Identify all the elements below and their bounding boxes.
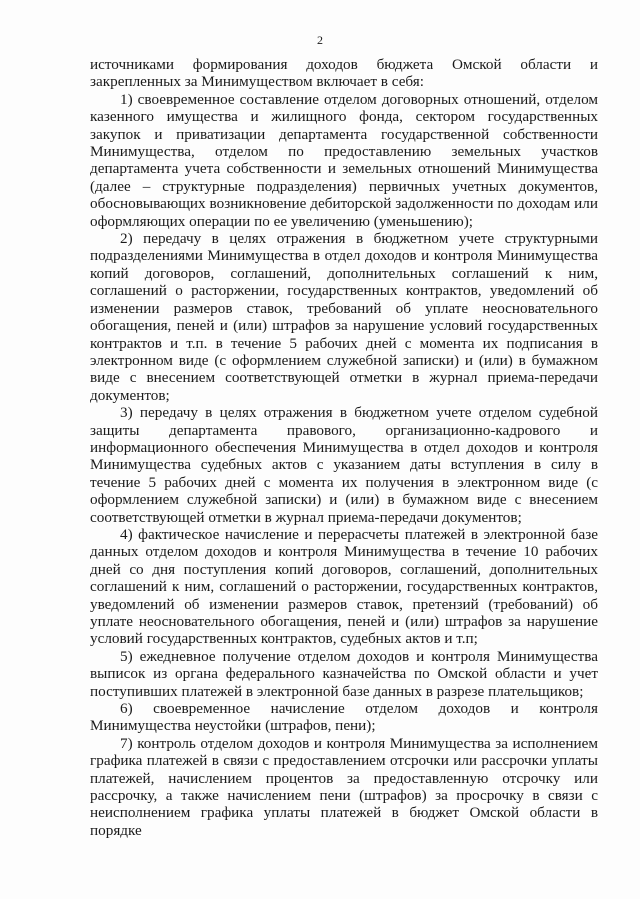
paragraph-item-1: 1) своевременное составление отделом договорных отношений, отделом казенного имущества и жилищного фонда, сектором государственных закупок и приватизации департамента государственной собственности Минимущества, отделом по предоставлению земельных участков департамента учета собственности и земельных отношений Минимущества (далее – структурные подразделения) первичных учетных документов, обосновывающих возникновение дебиторской задолженности по доходам или оформляющих операции по ее увеличению (уменьшению); [90,90,598,230]
paragraph-item-4: 4) фактическое начисление и перерасчеты платежей в электронной базе данных отделом доходов и контроля Минимущества в течение 10 рабочих дней со дня поступления копий договоров, соглашений, дополнительных соглашений к ним, соглашений о расторжении, государственных контрактов, уведомлений об изменении размеров ставок, претензий (требований) об уплате неосновательного обогащения, пеней и (или) штрафов за нарушение условий государственных контрактов, судебных актов и т.п; [90,525,598,648]
paragraph-item-5: 5) ежедневное получение отделом доходов и контроля Минимущества выписок из органа федерального казначейства по Омской области и учет поступивших платежей в электронной базе данных в разрезе плательщиков; [90,647,598,700]
paragraph-item-6: 6) своевременное начисление отделом доходов и контроля Минимущества неустойки (штрафов, пени); [90,700,598,735]
page-number: 2 [317,33,323,47]
document-body [90,56,598,839]
paragraph-item-3: 3) передачу в целях отражения в бюджетном учете отделом судебной защиты департамента правового, организационно-кадрового и информационного обеспечения Минимущества в отдел доходов и контроля Минимущества судебных актов с указанием даты вступления в силу в течение 5 рабочих дней с момента их получения в электронном виде (с оформлением служебной записки) и (или) в бумажном виде с внесением соответствующей отметки в журнал приема-передачи документов; [90,404,598,526]
paragraph-item-2: 2) передачу в целях отражения в бюджетном учете структурными подразделениями Минимущества в отдел доходов и контроля Минимущества копий договоров, соглашений, дополнительных соглашений к ним, соглашений о расторжении, государственных контрактов, уведомлений об изменении размеров ставок, требований об уплате неосновательного обогащения, пеней и (или) штрафов за нарушение условий государственных контрактов и т.п. в течение 5 рабочих дней с момента их подписания в электронном виде (с оформлением служебной записки) и (или) в бумажном виде с внесением соответствующей отметки в журнал приема-передачи документов; [90,230,598,404]
paragraph-item-7: 7) контроль отделом доходов и контроля Минимущества за исполнением графика платежей в связи с предоставлением отсрочки или рассрочки уплаты платежей, начислением процентов за предоставленную отсрочку или рассрочку, а также начислением пени (штрафов) за просрочку в связи с неисполнением графика уплаты платежей в бюджет Омской области в порядке [90,734,598,839]
paragraph-intro: источниками формирования доходов бюджета Омской области и закрепленных за Минимуществом включает в себя: [90,56,598,91]
